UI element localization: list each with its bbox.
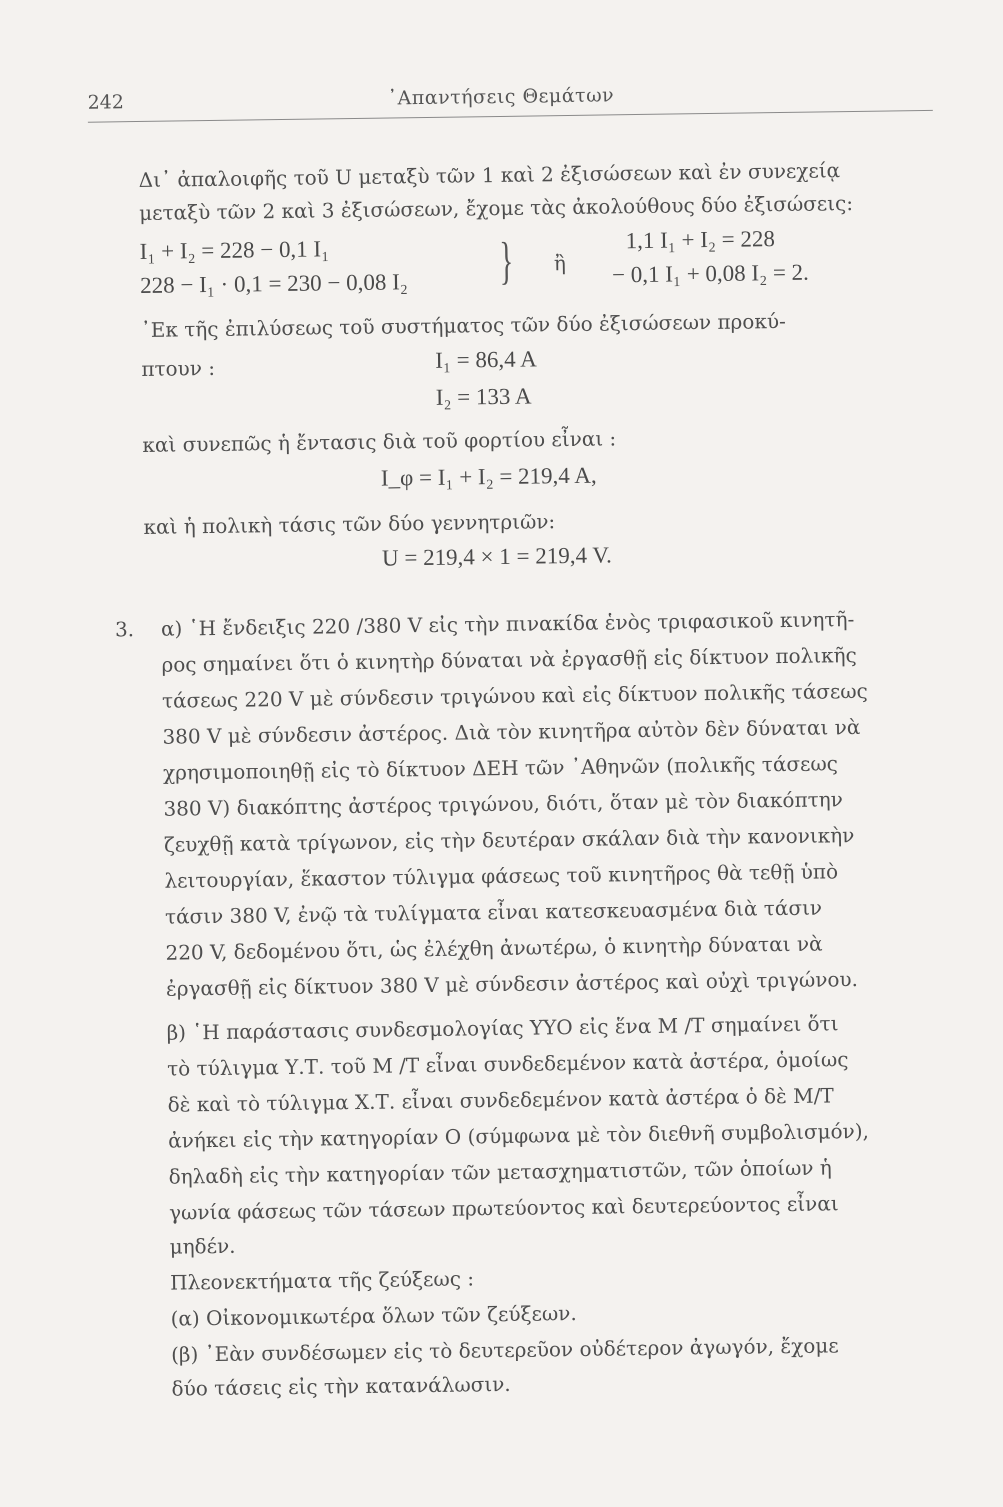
solution-i2: I₂ = 133 A xyxy=(435,383,532,410)
section-number: 3. xyxy=(114,617,135,642)
paragraph-a-line: λειτουργίαν, ἕκαστον τύλιγμα φάσεως τοῦ κινητῆρος θὰ τεθῇ ὑπὸ xyxy=(164,859,839,893)
voltage-text: καὶ ἡ πολικὴ τάσις τῶν δύο γεννητριῶν: xyxy=(143,509,556,539)
system-right-eq-1: 1,1 I₁ + I₂ = 228 xyxy=(625,226,776,254)
solution-i1: I₁ = 86,4 A xyxy=(435,346,537,373)
or-word: ἢ xyxy=(553,251,567,276)
right-brace: } xyxy=(499,232,514,290)
paragraph-a-line: χρησιμοποιηθῇ εἰς τὸ δίκτυον ΔΕΗ τῶν ᾿Αθηνῶν (πολικῆς τάσεως xyxy=(162,751,839,785)
voltage-equation: U = 219,4 × 1 = 219,4 V. xyxy=(381,542,612,571)
paragraph-a-line: τάσεως 220 V μὲ σύνδεσιν τριγώνου καὶ εἰς δίκτυον πολικῆς τάσεως xyxy=(161,678,868,713)
advantage-item: (β) ᾿Εὰν συνδέσωμεν εἰς τὸ δευτερεῦον οὐδέτερον ἀγωγόν, ἔχομε xyxy=(170,1333,839,1367)
paragraph-a-line: ζευχθῇ κατὰ τρίγωνον, εἰς τὴν δευτέραν σκάλαν διὰ τὴν κανονικὴν xyxy=(163,823,855,857)
paragraph-b-line: γωνία φάσεως τῶν τάσεων πρωτεύοντος καὶ δευτερεύοντος εἶναι xyxy=(168,1191,839,1225)
page-number: 242 xyxy=(87,91,125,114)
advantage-item: δύο τάσεις εἰς τὴν κατανάλωσιν. xyxy=(171,1371,511,1401)
paragraph-a-line: ρος σημαίνει ὅτι ὁ κινητὴρ δύναται νὰ ἐργασθῇ εἰς δίκτυον πολικῆς xyxy=(161,643,857,677)
load-text: καὶ συνεπῶς ἡ ἔντασις διὰ τοῦ φορτίου εἶναι : xyxy=(142,426,617,457)
load-equation: I_φ = I₁ + I₂ = 219,4 A, xyxy=(380,462,597,491)
paragraph-a-line: ἐργασθῇ εἰς δίκτυον 380 V μὲ σύνδεσιν ἀστέρος καὶ οὐχὶ τριγώνου. xyxy=(165,967,859,1001)
paragraph-a-line: 220 V, δεδομένου ὅτι, ὡς ἐλέχθη ἀνωτέρω, ὁ κινητὴρ δύναται νὰ xyxy=(165,931,823,965)
system-right-eq-2: − 0,1 I₁ + 0,08 I₂ = 2. xyxy=(611,259,810,288)
running-title: ᾿Απαντήσεις Θεμάτων xyxy=(387,84,615,110)
system-left-eq-1: I₁ + I₂ = 228 − 0,1 I₁ xyxy=(139,236,330,264)
paragraph-a-line: 380 V μὲ σύνδεσιν ἀστέρος. Διὰ τὸν κινητῆρα αὐτὸν δὲν δύναται νὰ xyxy=(162,714,861,749)
solution-intro-line: πτουν : xyxy=(141,355,216,381)
paragraph-a-line: α) ῾Η ἔνδειξις 220 /380 V εἰς τὴν πινακίδα ἑνὸς τριφασικοῦ κινητῆ- xyxy=(160,607,855,641)
paragraph-b-line: ἀνήκει εἰς τὴν κατηγορίαν O (σύμφωνα μὲ τὸν διεθνῆ συμβολισμόν), xyxy=(167,1118,870,1153)
paragraph-b-line: μηδέν. xyxy=(169,1233,236,1259)
solution-intro-line: ᾿Εκ τῆς ἐπιλύσεως τοῦ συστήματος τῶν δύο ἐξισώσεων προκύ- xyxy=(140,308,786,342)
paragraph-b-line: β) ῾Η παράστασις συνδεσμολογίας YYO εἰς ἕνα Μ /Τ σημαίνει ὅτι xyxy=(166,1011,839,1045)
advantage-item: (α) Οἰκονομικωτέρα ὅλων τῶν ζεύξεων. xyxy=(170,1300,577,1331)
paragraph-a-line: 380 V) διακόπτης ἀστέρος τριγώνου, διότι, ὅταν μὲ τὸν διακόπτην xyxy=(163,787,844,821)
system-left-eq-2: 228 − I₁ · 0,1 = 230 − 0,08 I₂ xyxy=(140,269,409,298)
paragraph-a-line: τάσιν 380 V, ἐνῷ τὰ τυλίγματα εἶναι κατεσκευασμένα διὰ τάσιν xyxy=(164,895,823,929)
paragraph-b-line: δὲ καὶ τὸ τύλιγμα Χ.Τ. εἶναι συνδεδεμένον κατὰ ἀστέρα ὁ δὲ Μ/Τ xyxy=(167,1083,834,1117)
advantages-title: Πλεονεκτήματα τῆς ζεύξεως : xyxy=(169,1266,475,1295)
intro-line: Δι᾿ ἀπαλοιφῆς τοῦ U μεταξὺ τῶν 1 καὶ 2 ἐξισώσεων καὶ ἐν συνεχείᾳ xyxy=(138,158,841,192)
paragraph-b-line: δηλαδὴ εἰς τὴν κατηγορίαν τῶν μετασχηματιστῶν, τῶν ὁποίων ἡ xyxy=(168,1155,832,1189)
intro-line: μεταξὺ τῶν 2 καὶ 3 ἐξισώσεων, ἔχομε τὰς ἀκολούθους δύο ἐξισώσεις: xyxy=(138,191,854,225)
paragraph-b-line: τὸ τύλιγμα Υ.Τ. τοῦ Μ /Τ εἶναι συνδεδεμένον κατὰ ἀστέρα, ὁμοίως xyxy=(166,1047,849,1081)
